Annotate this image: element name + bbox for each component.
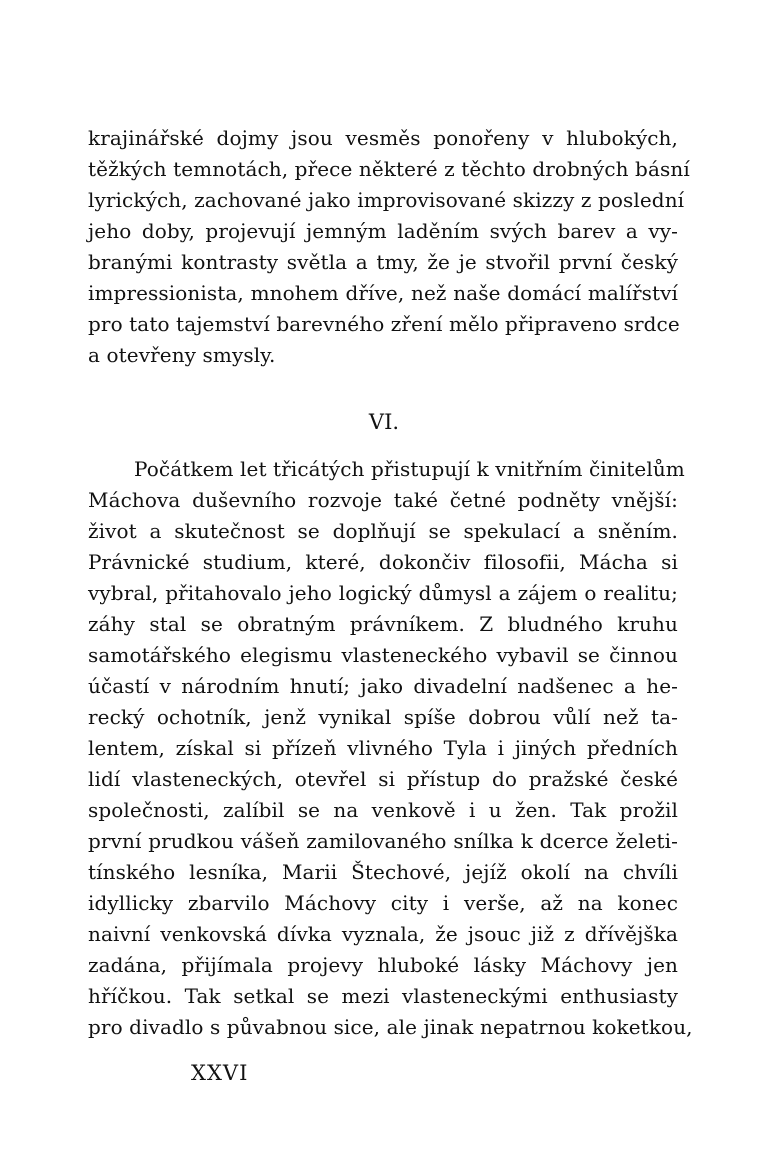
text-line: Právnické studium, které, dokončiv filosofii, Mácha si — [88, 550, 678, 574]
text-line: pro tato tajemství barevného zření mělo připraveno srdce — [88, 312, 680, 336]
text-line: první prudkou vášeň zamilovaného snílka k dcerce želeti- — [88, 829, 678, 853]
text-line: idyllicky zbarvilo Máchovy city i verše, až na konec — [88, 891, 678, 915]
text-line: krajinářské dojmy jsou vesměs ponořeny v hlubokých, — [88, 126, 678, 150]
text-line: zadána, přijímala projevy hluboké lásky Máchovy jen — [88, 953, 678, 977]
text-line: tínského lesníka, Marii Štechové, jejíž okolí na chvíli — [88, 860, 678, 884]
text-line: impressionista, mnohem dříve, než naše domácí malířství — [88, 281, 678, 305]
text-line: branými kontrasty světla a tmy, že je stvořil první český — [88, 250, 678, 274]
text-line: vybral, přitahovalo jeho logický důmysl a zájem o realitu; — [88, 581, 678, 605]
text-line: život a skutečnost se doplňují se spekulací a sněním. — [88, 519, 678, 543]
text-line: naivní venkovská dívka vyznala, že jsouc již z dřívějška — [88, 922, 678, 946]
text-line: recký ochotník, jenž vynikal spíše dobrou vůlí než ta- — [88, 705, 678, 729]
text-line: Máchova duševního rozvoje také četné podněty vnější: — [88, 488, 678, 512]
text-line: účastí v národním hnutí; jako divadelní nadšenec a he- — [88, 674, 678, 698]
text-line: záhy stal se obratným právníkem. Z bludného kruhu — [88, 612, 678, 636]
text-line: lyrických, zachované jako improvisované skizzy z poslední — [88, 188, 685, 212]
text-line: Počátkem let třicátých přistupují k vnitřním činitelům — [134, 457, 685, 481]
section-heading: VI. — [368, 410, 400, 434]
text-line: lidí vlasteneckých, otevřel si přístup do pražské české — [88, 767, 678, 791]
text-line: lentem, získal si přízeň vlivného Tyla i jiných předních — [88, 736, 678, 760]
text-line: těžkých temnotách, přece některé z těchto drobných básní — [88, 157, 690, 181]
text-line: samotářského elegismu vlasteneckého vybavil se činnou — [88, 643, 678, 667]
text-line: a otevřeny smysly. — [88, 343, 276, 367]
text-line: hříčkou. Tak setkal se mezi vlasteneckými enthusiasty — [88, 984, 678, 1008]
text-line: pro divadlo s půvabnou sice, ale jinak nepatrnou koketkou, — [88, 1015, 693, 1039]
page-number: XXVI — [191, 1061, 249, 1085]
text-line: jeho doby, projevují jemným laděním svých barev a vy- — [88, 219, 678, 243]
text-line: společnosti, zalíbil se na venkově i u žen. Tak prožil — [88, 798, 678, 822]
